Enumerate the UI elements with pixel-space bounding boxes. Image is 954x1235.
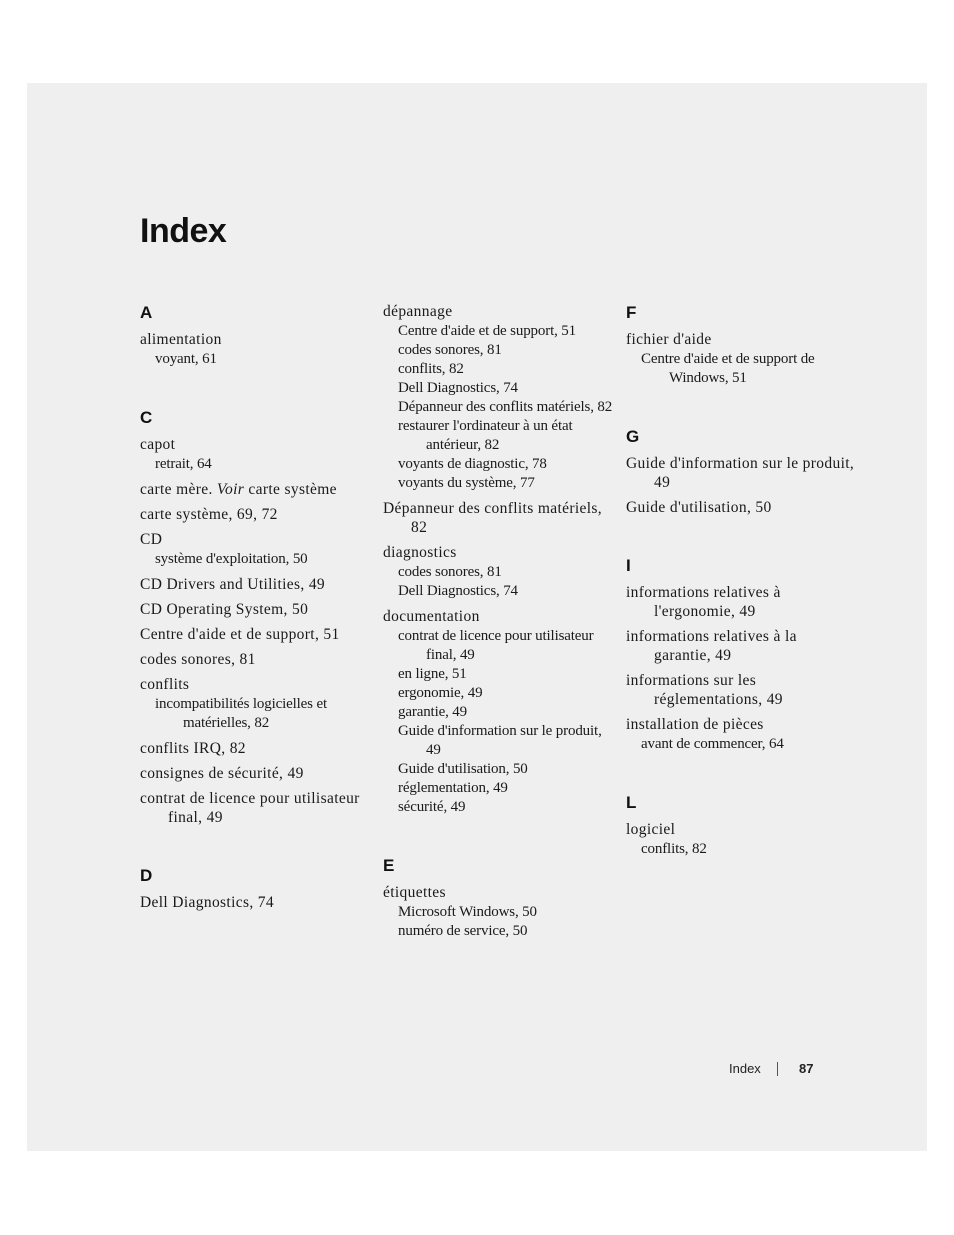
index-term: conflits [140,676,190,693]
index-term: contrat de licence pour utilisateur final, 49 [140,790,360,826]
index-term: documentation [383,608,480,625]
index-entry [140,764,370,783]
index-subentry: ergonomie, 49 [398,685,483,701]
section-spacer [140,833,370,865]
index-letter-heading: I [626,556,631,575]
index-entry [626,454,856,492]
index-letter-heading: L [626,793,637,812]
section-spacer [626,394,856,426]
index-subentry: Dell Diagnostics, 74 [398,380,518,396]
index-letter-heading: F [626,303,637,322]
index-subentries [626,350,856,388]
index-subentries [140,550,370,569]
section-spacer [626,523,856,555]
index-term: informations relatives à l'ergonomie, 49 [626,584,781,620]
index-term: installation de pièces [626,716,764,733]
index-letter-heading: D [140,866,153,885]
index-subentry: réglementation, 49 [398,780,508,796]
index-subentries [626,840,856,859]
index-subentry: voyants de diagnostic, 78 [398,456,547,472]
index-subentries [140,695,370,733]
section-spacer [140,375,370,407]
index-subentry: Centre d'aide et de support, 51 [398,323,577,339]
index-entry [140,650,370,669]
index-term: carte système, 69, 72 [140,506,278,523]
index-subentry: en ligne, 51 [398,666,467,682]
index-term: codes sonores, 81 [140,651,256,668]
index-entry [626,330,856,388]
index-subentry: voyant, 61 [155,351,217,367]
index-subentry: numéro de service, 50 [398,923,528,939]
index-term: Centre d'aide et de support, 51 [140,626,340,643]
index-term: Dépanneur des conflits matériels, 82 [383,500,603,536]
index-subentry: retrait, 64 [155,456,212,472]
index-term: Guide d'information sur le produit, 49 [626,455,855,491]
page-title: Index [140,212,227,250]
index-letter-heading: C [140,408,153,427]
index-letter-heading: A [140,303,153,322]
section-spacer [383,823,613,855]
index-subentry: Microsoft Windows, 50 [398,904,537,920]
index-entry [383,607,613,817]
index-entry [626,627,856,665]
index-entry [140,330,370,369]
index-entry [140,435,370,474]
index-entry [383,499,613,537]
index-entry [626,820,856,859]
index-entry [140,739,370,758]
index-entry [383,302,613,493]
index-entry [140,675,370,733]
index-subentry: codes sonores, 81 [398,564,502,580]
index-term: Dell Diagnostics, 74 [140,894,274,911]
index-column-1 [140,302,370,918]
index-subentry: Centre d'aide et de support de Windows, 51 [641,351,815,386]
index-entry [626,715,856,754]
page-number: 87 [799,1061,814,1076]
index-subentries [383,627,613,817]
index-column-2 [383,302,613,947]
index-subentry: conflits, 82 [398,361,464,377]
index-subentry: Guide d'utilisation, 50 [398,761,528,777]
index-subentries [626,735,856,754]
index-term: consignes de sécurité, 49 [140,765,304,782]
index-subentry: Guide d'information sur le produit, 49 [398,723,602,758]
index-entry [626,583,856,621]
index-subentry: contrat de licence pour utilisateur final, 49 [398,628,594,663]
index-subentries [383,322,613,493]
index-subentry: voyants du système, 77 [398,475,535,491]
index-entry [626,671,856,709]
index-term: alimentation [140,331,222,348]
index-subentry: restaurer l'ordinateur à un état antérieur, 82 [398,418,573,453]
index-entry [383,883,613,941]
index-subentries [383,563,613,601]
index-term: CD Drivers and Utilities, 49 [140,576,326,593]
index-entry [140,789,370,827]
index-subentries [140,455,370,474]
index-entry [140,893,370,912]
index-term: étiquettes [383,884,446,901]
index-entry [140,480,370,499]
index-subentry: codes sonores, 81 [398,342,502,358]
index-term: capot [140,436,176,453]
index-term: conflits IRQ, 82 [140,740,246,757]
index-term: Guide d'utilisation, 50 [626,499,772,516]
footer-label: Index [729,1061,761,1076]
index-entry [140,600,370,619]
footer-separator [777,1062,778,1076]
index-subentry: garantie, 49 [398,704,468,720]
index-subentries [140,350,370,369]
index-entry [626,498,856,517]
index-term [140,480,370,499]
index-subentry: conflits, 82 [641,841,707,857]
index-term-text: carte mère. [140,481,217,498]
index-term: informations relatives à la garantie, 49 [626,628,797,664]
index-letter-heading: E [383,856,395,875]
see-reference: Voir [216,481,245,498]
index-column-3 [626,302,856,865]
index-subentry: Dell Diagnostics, 74 [398,583,518,599]
index-entry [140,505,370,524]
index-subentry: Dépanneur des conflits matériels, 82 [398,399,613,415]
index-subentries [383,903,613,941]
index-term: CD Operating System, 50 [140,601,309,618]
index-term-text: carte système [244,481,337,498]
index-entry [140,530,370,569]
section-spacer [626,760,856,792]
index-entry [383,543,613,601]
index-subentry: incompatibilités logicielles et matérielles, 82 [155,696,327,731]
index-subentry: sécurité, 49 [398,799,466,815]
index-entry [140,625,370,644]
index-term: diagnostics [383,544,457,561]
index-letter-heading: G [626,427,640,446]
index-term: dépannage [383,303,453,320]
index-term: CD [140,531,163,548]
index-subentry: système d'exploitation, 50 [155,551,308,567]
index-term: informations sur les réglementations, 49 [626,672,783,708]
index-term: fichier d'aide [626,331,712,348]
index-subentry: avant de commencer, 64 [641,736,784,752]
index-entry [140,575,370,594]
index-term: logiciel [626,821,676,838]
